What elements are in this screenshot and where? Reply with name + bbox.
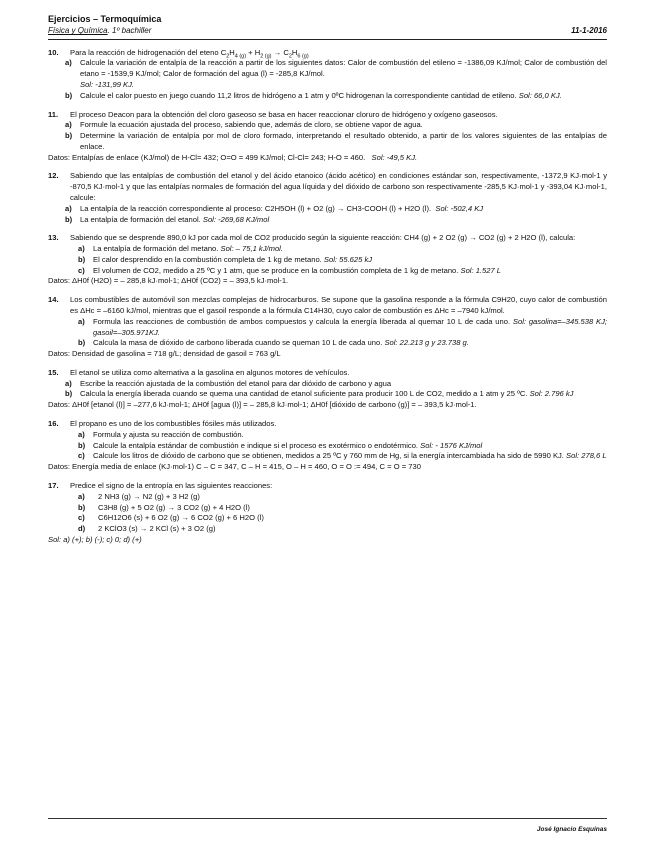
question-17 [48,481,607,546]
item-label: b) [78,338,86,348]
header-rule [48,39,607,40]
solution: Sol: 1.527 L [460,265,502,275]
item-label: c) [78,513,85,523]
item-label: b) [65,214,73,224]
question-10 [48,48,607,102]
item-label: d) [78,524,86,534]
item-label: b) [65,389,73,399]
question-number: 17. [48,480,59,490]
question-stem: El etanol se utiliza como alternativa a la gasolina en algunos motores de vehículos. [70,367,350,377]
solution: Sol: -131,99 KJ. [80,79,135,89]
question-number: 10. [48,47,59,57]
item-label: a) [65,203,72,213]
reaction-equation: 2 KClO3 (s) → 2 KCl (s) + 3 O2 (g) [98,524,216,534]
item-label: b) [65,131,73,141]
item-text: Calcule el calor puesto en juego cuando 11,2 litros de hidrógeno a 1 atm y 0ºC hidrogenan la correspondiente cantidad de etileno. Sol: 66,0 KJ. [80,90,562,100]
question-number: 14. [48,295,59,305]
reaction-equation: 2 NH3 (g) → N2 (g) + 3 H2 (g) [98,491,200,501]
item-text: Formula y ajusta su reacción de combustión. [93,429,244,439]
page-header [48,14,607,40]
item-text: El volumen de CO2, medido a 25 ºC y 1 atm, que se produce en la combustión completa de 1 kg de metano. Sol: 1.527 L [93,265,502,275]
item-label: a) [65,58,72,68]
item-label: b) [65,90,73,100]
item-label: b) [78,254,86,264]
course-line [48,25,151,36]
question-stem: Sabiendo que se desprende 890,0 kJ por cada mol de CO2 producido según la siguiente reacción: CH4 (g) + 2 O2 (g) → CO2 (g) + 2 H2O (l), calcula: [70,233,576,243]
subject-label: Física y Química [48,26,108,36]
question-number: 16. [48,419,59,429]
solution: Sol: 2.796 kJ [529,389,574,399]
question-11 [48,110,607,164]
footer-author: José Ignacio Esquinas [536,826,607,833]
item-label: c) [78,265,85,275]
question-12 [48,171,607,225]
item-label: a) [78,316,85,326]
reaction-equation: C6H12O6 (s) + 6 O2 (g) → 6 CO2 (g) + 6 H2O (l) [98,513,264,523]
solution: Sol: 55.625 kJ [323,254,373,264]
question-stem: Para la reacción de hidrogenación del eteno $C_2H_{4 (g)} + H_{2 (g)} \to C_2H_{6 (g)}$ [70,47,309,60]
item-label: a) [78,491,85,501]
level-label: . 1º bachiller [107,26,152,36]
solution: Sol: 66,0 KJ. [518,90,562,100]
data-line: Datos: ΔH0f [etanol (l)] = –277,6 kJ·mol-1; ΔH0f [agua (l)] = – 285,8 kJ·mol-1; ΔH0f [dióxido de carbono (g)] = – 393,5 kJ·mol-1. [48,400,477,410]
question-13 [48,233,607,287]
reaction-equation: C3H8 (g) + 5 O2 (g) → 3 CO2 (g) + 4 H2O (l) [98,502,250,512]
item-text: Calcula la energía liberada cuando se quema una cantidad de etanol suficiente para producir 100 L de CO2, medido a 1 atm y 25 ºC. Sol: 2.796 kJ [80,389,574,399]
item-text: Calcule los litros de dióxido de carbono que se obtienen, medidos a 25 ºC y 760 mm de Hg, si la energía intercambiada ha sido de 5990 KJ. Sol: 278,6 L [93,451,607,461]
question-16 [48,419,607,473]
solution: Sol: -49,5 KJ. [371,152,418,162]
solution: Sol: gasolina=–345.538 KJ; gasoil=–305.971KJ. [93,316,608,337]
item-text: Formula las reacciones de combustión de ambos compuestos y calcula la energía liberada al quemar 10 L de cada uno. Sol: gasolina=–345.538 KJ; gasoil=–305.971KJ. [93,316,608,337]
question-number: 13. [48,233,59,243]
question-stem: Predice el signo de la entropía en las siguientes reacciones: [70,480,273,490]
solution: Sol: -502,4 KJ [435,203,484,213]
item-text: Escribe la reacción ajustada de la combustión del etanol para dar dióxido de carbono y agua [80,378,392,388]
item-text: El calor desprendido en la combustión completa de 1 kg de metano. Sol: 55.625 kJ [93,254,373,264]
solution: Sol: 278,6 L [566,451,607,461]
item-label: b) [78,502,86,512]
solution: Sol: -269,68 KJ/mol [202,214,270,224]
solution: Sol: a) (+); b) (-); c) 0; d) (+) [48,534,142,544]
solution: Sol: - 1576 KJ/mol [420,440,483,450]
item-text: Formule la ecuación ajustada del proceso, sabiendo que, además de cloro, se obtiene vapor de agua. [80,120,423,130]
item-label: c) [78,451,85,461]
footer-rule [48,818,607,819]
worksheet-page [48,14,607,546]
item-label: a) [65,120,72,130]
solution: Sol: – 75,1 kJ/mol. [220,244,283,254]
item-text: Calcule la entalpía estándar de combustión e indique si el proceso es exotérmico o endotérmico. Sol: - 1576 KJ/mol [93,440,483,450]
data-line: Datos: Densidad de gasolina = 718 g/L; densidad de gasoil = 763 g/L [48,349,281,359]
question-number: 11. [48,109,59,119]
question-number: 12. [48,171,59,181]
item-label: b) [78,440,86,450]
solution: Sol: 22.213 g y 23.738 g. [384,338,469,348]
question-stem: El propano es uno de los combustibles fósiles más utilizados. [70,419,277,429]
question-stem: Sabiendo que las entalpías de combustión del etanol y del ácido etanoico (ácido acético) en condiciones estándar son, respectivamente, -1372,9 KJ·mol-1 y -870,5 KJ·mol-1 y que las entalpías normales de formación del agua líquida y del dióxido de carbono son respectivamente -285,5 KJ·mol-1 y -393,04 KJ·mol-1, calcule: [70,171,607,202]
item-text: Calcula la masa de dióxido de carbono liberada cuando se queman 10 L de cada uno. Sol: 22.213 g y 23.738 g. [93,338,469,348]
question-stem: Los combustibles de automóvil son mezclas complejas de hidrocarburos. Se supone que la gasolina responde a la fórmula C9H20, cuyo calor de combustión es ΔHc = –6160 kJ/mol, mientras que el gasoil responde a la fórmula C14H30, cuyo calor de combustión es ΔHc = –7940 kJ/mol. [70,295,607,316]
question-stem: El proceso Deacon para la obtención del cloro gaseoso se basa en hacer reaccionar cloruro de hidrógeno y oxígeno gaseosos. [70,109,498,119]
document-date: 11-1-2016 [571,26,607,36]
item-text: La entalpía de la reacción correspondiente al proceso: C2H5OH (l) + O2 (g) → CH3-COOH (l) + H2O (l). Sol: -502,4 KJ [80,203,484,213]
item-text: La entalpía de formación del metano. Sol: – 75,1 kJ/mol. [93,244,283,254]
question-number: 15. [48,367,59,377]
question-15 [48,368,607,411]
item-label: a) [78,429,85,439]
item-label: a) [78,244,85,254]
header-row [48,25,607,36]
item-label: a) [65,378,72,388]
item-text: La entalpía de formación del etanol. Sol: -269,68 KJ/mol [80,214,270,224]
item-text: Determine la variación de entalpía por mol de cloro formado, interpretando el resultado obtenido, a partir de los valores siguientes de las entalpías de enlace. [80,131,607,151]
data-line: Datos: Entalpías de enlace (KJ/mol) de H-Cl= 432; O=O = 499 KJ/mol; Cl-Cl= 243; H-O = 460. Sol: -49,5 KJ. [48,152,418,162]
question-14 [48,295,607,360]
document-title: Ejercicios – Termoquímica [48,14,162,24]
item-text: Calcule la variación de entalpía de la reacción a partir de los siguientes datos: Calor de combustión del etileno = -1386,09 KJ/mol; Calor de combustión del etano = -1539,9 KJ/mol; Calor de formación del agua (l) = -285,8 KJ/mol. Sol: -131,99 KJ. [80,58,607,89]
data-line: Datos: Energía media de enlace (KJ·mol-1) C – C = 347, C – H = 415, O – H = 460, O = O := 494, C = O = 730 [48,462,421,472]
data-line: Datos: ΔH0f (H2O) = – 285,8 kJ·mol-1; ΔH0f (CO2) = – 393,5 kJ·mol-1. [48,276,289,286]
